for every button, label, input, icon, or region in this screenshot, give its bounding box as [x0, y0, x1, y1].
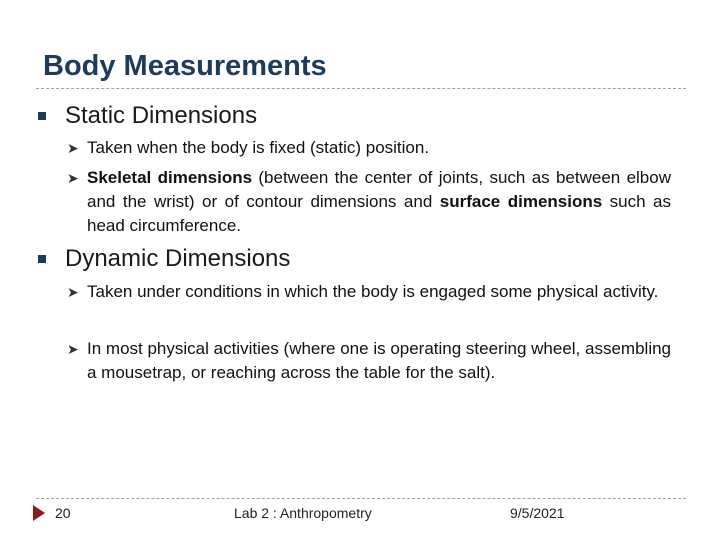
title-divider [36, 88, 686, 89]
footer-arrow-icon [33, 505, 45, 521]
bullet-text: (between the center of joints, such as between elbow and the wrist) or of contour dimensions and [87, 168, 671, 211]
section-heading-static: Static Dimensions [65, 102, 258, 129]
footer-divider [36, 498, 686, 499]
page-number: 20 [55, 505, 71, 521]
arrow-bullet-icon: ➤ [67, 341, 79, 357]
bullet-static-2 [87, 166, 671, 238]
section-heading-dynamic: Dynamic Dimensions [65, 245, 291, 272]
page-title: Body Measurements [43, 50, 327, 82]
bullet-text: such as head circumference. [87, 192, 672, 235]
footer-title: Lab 2 : Anthropometry [234, 505, 372, 521]
arrow-bullet-icon: ➤ [67, 140, 79, 156]
arrow-bullet-icon: ➤ [67, 170, 79, 186]
term-surface-dimensions: surface dimensions [439, 192, 603, 211]
bullet-dynamic-2: In most physical activities (where one is operating steering wheel, assembling a mousetrap, or reaching across the table for the salt). [87, 339, 671, 382]
bullet-static-1: Taken when the body is fixed (static) position. [87, 138, 430, 157]
bullet-dynamic-1: Taken under conditions in which the body is engaged some physical activity. [87, 282, 659, 301]
square-bullet-icon [38, 112, 46, 120]
term-skeletal-dimensions: Skeletal dimensions [87, 168, 253, 187]
footer-date: 9/5/2021 [510, 505, 565, 521]
arrow-bullet-icon: ➤ [67, 284, 79, 300]
square-bullet-icon [38, 255, 46, 263]
